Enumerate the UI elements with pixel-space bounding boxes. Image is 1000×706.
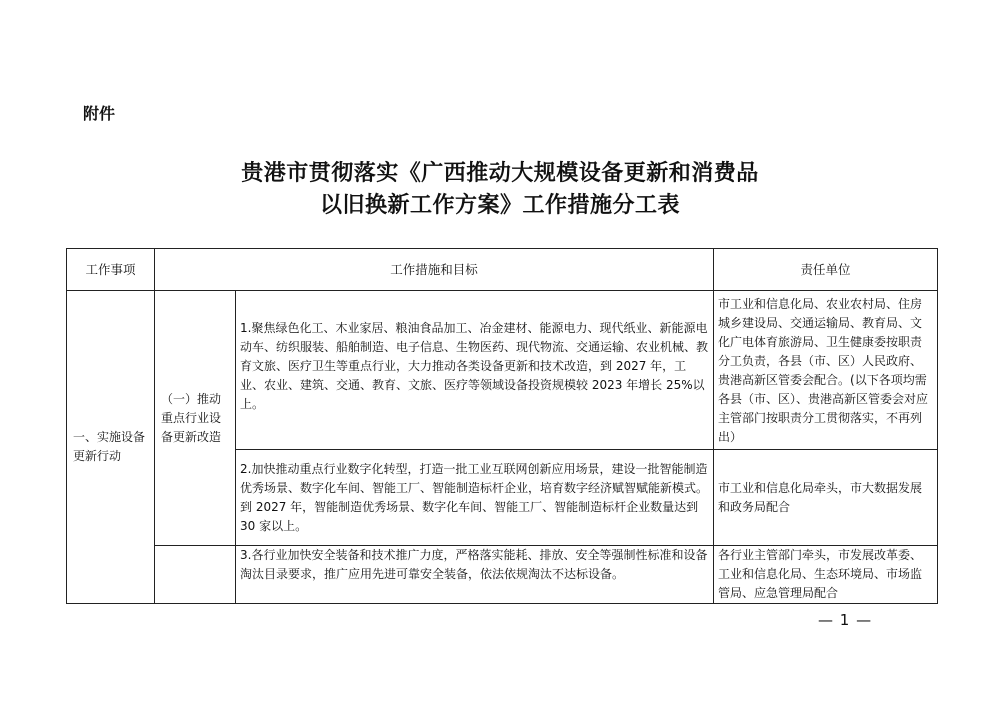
document-title-line-2: 以旧换新工作方案》工作措施分工表: [319, 193, 680, 218]
table-row: [67, 291, 938, 450]
unit-cell-3: 各行业主管部门牵头，市发展改革委、工业和信息化局、生态环境局、市场监管局、应急管理局配合: [714, 546, 938, 604]
table-row: [67, 546, 938, 604]
header-work-matter: 工作事项: [67, 249, 155, 291]
division-of-labor-table: [66, 248, 938, 604]
measure-cell-1: 1.聚焦绿色化工、木业家居、粮油食品加工、冶金建材、能源电力、现代纸业、新能源电动车、纺织服装、船舶制造、电子信息、生物医药、现代物流、交通运输、农业机械、教育文旅、医疗卫生等重点行业，大力推动各类设备更新和技术改造，到 2027 年，工业、农业、建筑、交通、教育、文旅、医疗等领域设备投资规模较 2023 年增长 25%以上。: [236, 291, 714, 450]
empty-sub-matter-cell: [155, 546, 236, 604]
measure-cell-3: 3.各行业加快安全装备和技术推广力度，严格落实能耗、排放、安全等强制性标准和设备淘汰目录要求，推广应用先进可靠安全装备，依法依规淘汰不达标设备。: [236, 546, 714, 604]
unit-cell-1: 市工业和信息化局、农业农村局、住房城乡建设局、交通运输局、教育局、文化广电体育旅游局、卫生健康委按职责分工负责，各县（市、区）人民政府、贵港高新区管委会配合。(以下各项均需各县（市、区）、贵港高新区管委会对应主管部门按职责分工贯彻落实，不再列出）: [714, 291, 938, 450]
sub-matter-cell: （一）推动重点行业设备更新改造: [155, 291, 236, 546]
header-responsible-unit: 责任单位: [714, 249, 938, 291]
document-title-line-1: 贵港市贯彻落实《广西推动大规模设备更新和消费品: [241, 161, 759, 186]
work-matter-cell: 一、实施设备更新行动: [67, 291, 155, 604]
unit-cell-2: 市工业和信息化局牵头，市大数据发展和政务局配合: [714, 450, 938, 546]
table-header-row: [67, 249, 938, 291]
page-number: — 1 —: [818, 611, 873, 629]
attachment-label: 附件: [83, 104, 116, 123]
header-measures-goals: 工作措施和目标: [155, 249, 714, 291]
measure-cell-2: 2.加快推动重点行业数字化转型，打造一批工业互联网创新应用场景，建设一批智能制造优秀场景、数字化车间、智能工厂、智能制造标杆企业，培育数字经济赋智赋能新模式。到 2027 年，智能制造优秀场景、数字化车间、智能工厂、智能制造标杆企业数量达到 30 家以上。: [236, 450, 714, 546]
